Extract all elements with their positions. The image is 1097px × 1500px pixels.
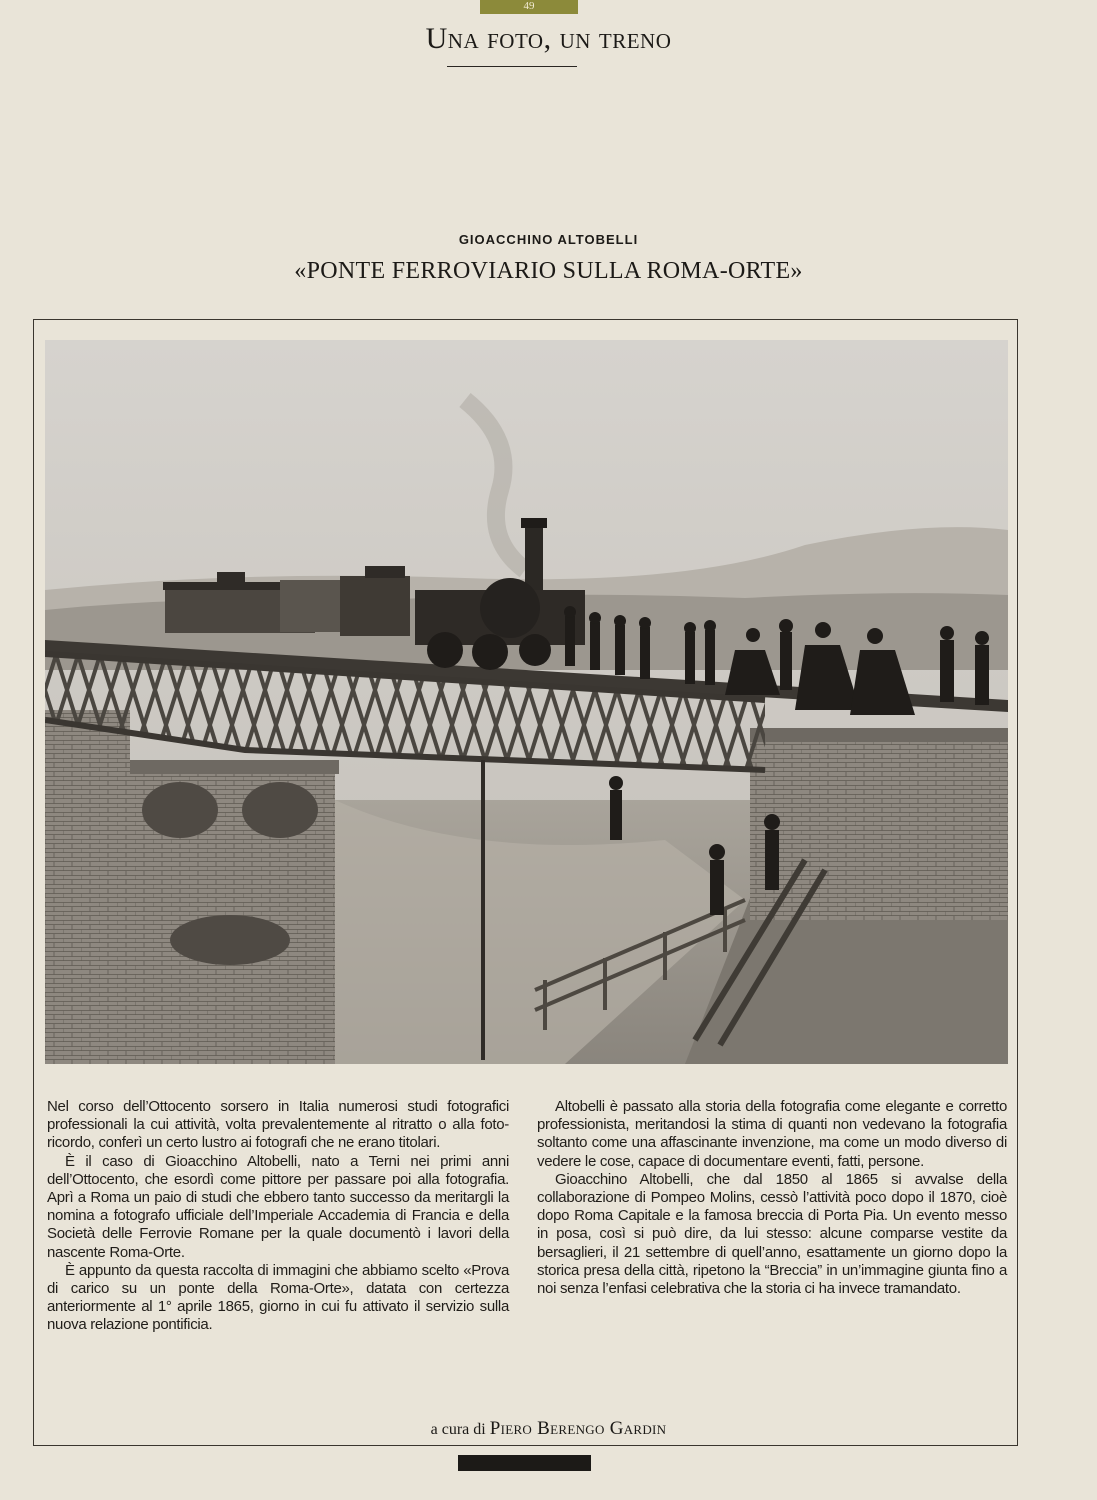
article-paragraph: Nel corso dell’Ottocento sorsero in Italia numerosi studi fotografici professionali la cui attività, volta prevalentemente al ritratto o alla foto-ricordo, conferì un certo lustro ai fotografi che ne erano titolari.	[47, 1098, 509, 1152]
article-paragraph: È appunto da questa raccolta di immagini che abbiamo scelto «Prova di carico su un ponte della Roma-Orte», datata con certezza anteriormente al 1° aprile 1865, giorno in cui fu attivato il servizio sulla nuova relazione pontificia.	[47, 1261, 509, 1334]
section-title-underline	[447, 66, 577, 67]
article-column-right	[537, 1098, 1007, 1298]
bottom-bar-decoration	[458, 1455, 591, 1471]
section-title-text: Una foto, un treno	[425, 22, 672, 55]
bridge-photograph	[45, 340, 1008, 1064]
page-number: 49	[523, 0, 535, 12]
photo-author: GIOACCHINO ALTOBELLI	[458, 232, 639, 247]
article-paragraph: È il caso di Gioacchino Altobelli, nato a Terni nei primi anni dell’Ottocento, che esordì come pittore per passare poi alla fotografia. Aprì a Roma un paio di studi che ebbero tanto successo da meritargli la nomina a fotografo ufficiale dell’Imperiale Accademia di Francia e della Società delle Ferrovie Romane per la quale documentò i lavori della nascente Roma-Orte.	[47, 1152, 509, 1261]
editor-credit	[0, 1418, 1097, 1440]
page-number-tab	[480, 0, 578, 14]
article-column-left	[47, 1098, 509, 1335]
article-paragraph: Gioacchino Altobelli, che dal 1850 al 1865 si avvalse della collaborazione di Pompeo Molins, cessò l’attività poco dopo il 1870, cioè dopo Roma Capitale e la famosa breccia di Porta Pia. Un evento messo in posa, così si può dire, da lui stesso: alcune comparse vestite da bersaglieri, il 21 settembre di quell’anno, esattamente un giorno dopo la storica presa della città, ripetono la “Breccia” in un’immagine giunta fino a noi senza l’enfasi celebrativa che la storia ci ha invece tramandato.	[537, 1170, 1007, 1298]
section-title	[0, 22, 1097, 56]
credit-name: Piero Berengo Gardin	[489, 1418, 667, 1439]
photo-title: «PONTE FERROVIARIO SULLA ROMA-ORTE»	[294, 258, 803, 284]
article-paragraph: Altobelli è passato alla storia della fotografia come elegante e corretto professionista, meritandosi la stima di quanti non vedevano la fotografia soltanto come una affascinante invenzione, ma come un modo diverso di vedere le cose, capace di documentare eventi, fatti, persone.	[537, 1098, 1007, 1170]
credit-prefix: a cura di	[430, 1421, 486, 1438]
